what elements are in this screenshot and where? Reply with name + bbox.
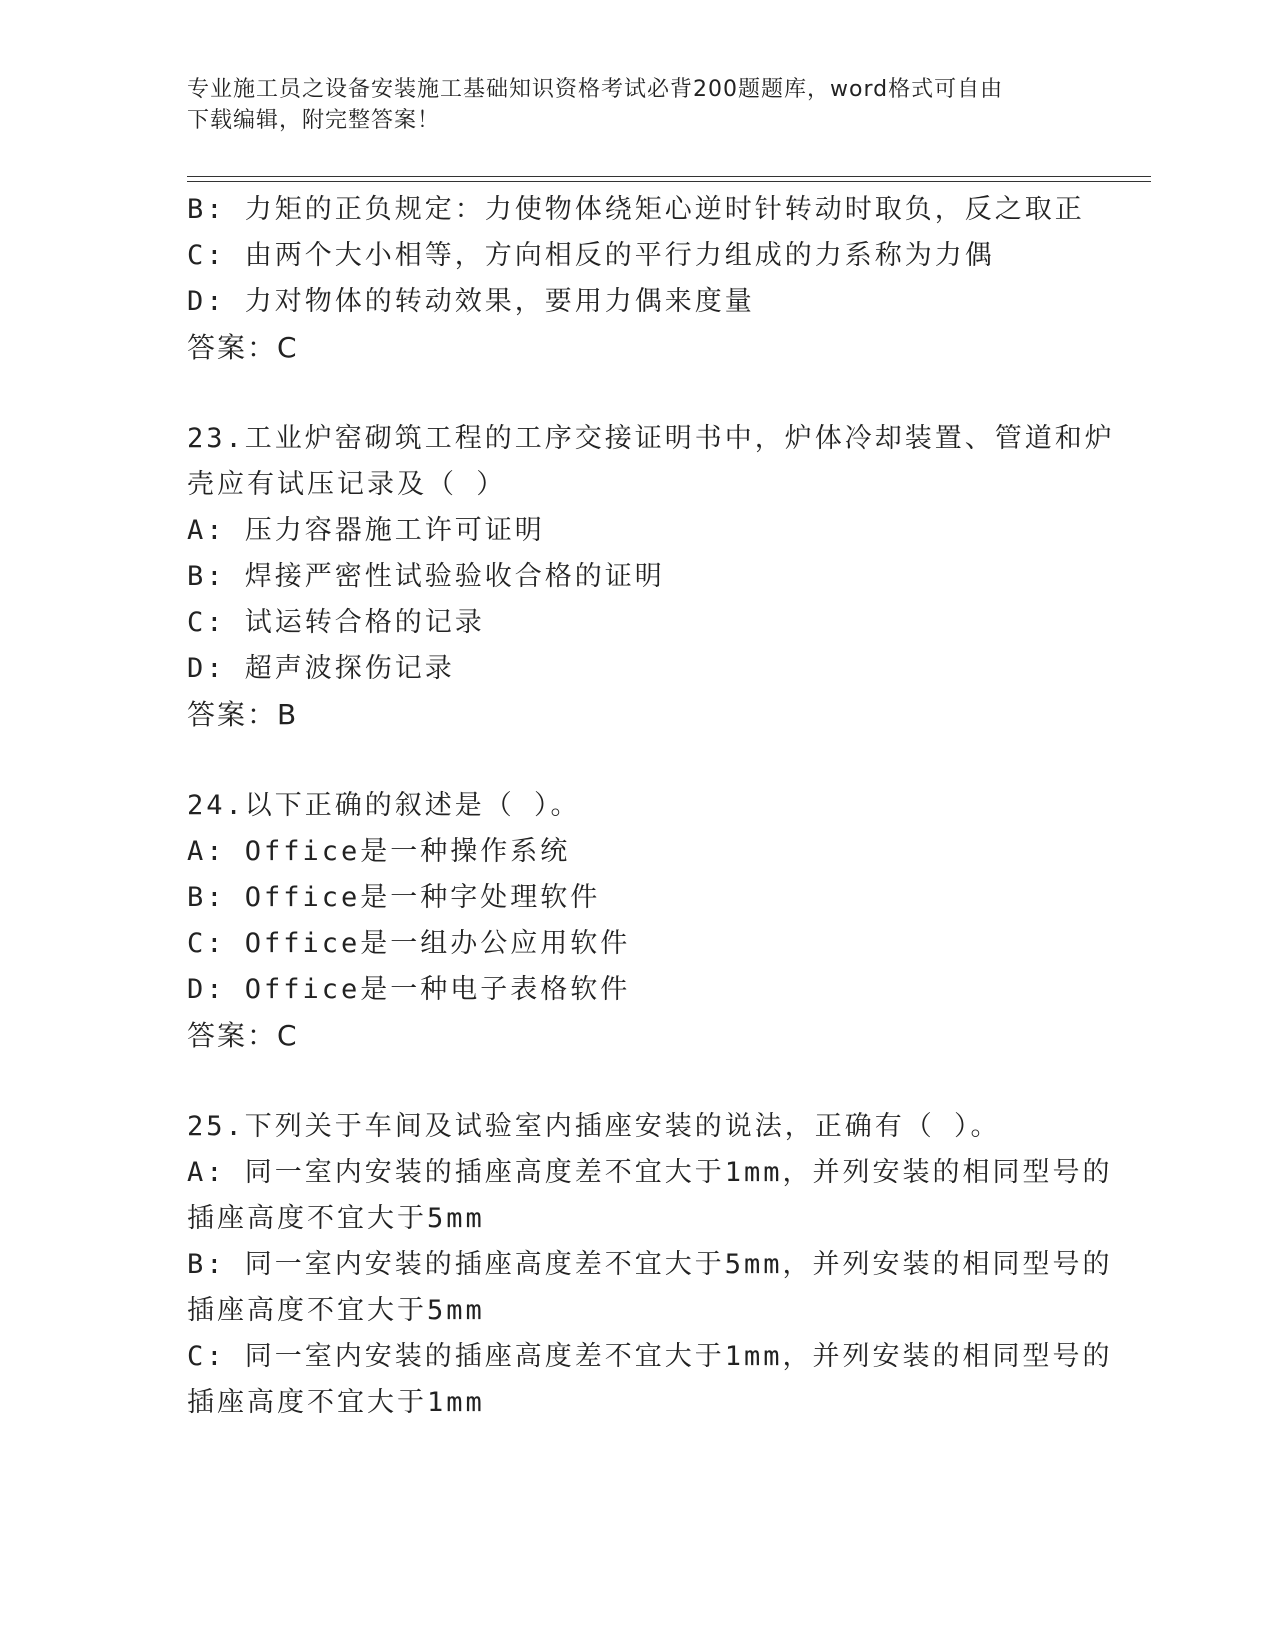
question-stem: 24.以下正确的叙述是（ ）。 (187, 790, 581, 821)
question-stem: 25.下列关于车间及试验室内插座安装的说法，正确有（ ）。 (187, 1111, 1001, 1142)
option-d: D: Office是一种电子表格软件 (187, 974, 631, 1005)
option-d: D: 超声波探伤记录 (187, 653, 455, 684)
header-line-2: 下载编辑，附完整答案！ (187, 108, 441, 133)
spacer (187, 1059, 1087, 1104)
header-divider-bottom (187, 181, 1151, 182)
header-line-1: 专业施工员之设备安装施工基础知识资格考试必背200题题库，word格式可自由 (187, 77, 1004, 102)
option-c-continued: 插座高度不宜大于1mm (187, 1387, 485, 1418)
document-header (187, 74, 1067, 136)
answer: 答案：C (187, 1019, 299, 1052)
option-c: C: 由两个大小相等，方向相反的平行力组成的力系称为力偶 (187, 240, 995, 271)
question-list (187, 187, 1115, 1426)
question-stem: 23.工业炉窑砌筑工程的工序交接证明书中，炉体冷却装置、管道和炉 (187, 423, 1115, 454)
option-a-continued: 插座高度不宜大于5mm (187, 1203, 485, 1234)
option-c: C: 试运转合格的记录 (187, 607, 485, 638)
option-d: D: 力对物体的转动效果，要用力偶来度量 (187, 286, 755, 317)
option-a: A: 压力容器施工许可证明 (187, 515, 545, 546)
answer: 答案：B (187, 698, 299, 731)
option-b: B: 力矩的正负规定：力使物体绕矩心逆时针转动时取负，反之取正 (187, 194, 1085, 225)
option-c: C: Office是一组办公应用软件 (187, 928, 631, 959)
question-23 (187, 416, 1115, 738)
spacer (187, 371, 1087, 416)
option-a: A: Office是一种操作系统 (187, 836, 571, 867)
option-b: B: Office是一种字处理软件 (187, 882, 601, 913)
option-b: B: 焊接严密性试验验收合格的证明 (187, 561, 665, 592)
option-c: C: 同一室内安装的插座高度差不宜大于1mm，并列安装的相同型号的 (187, 1341, 1113, 1372)
question-stem-continued: 壳应有试压记录及（ ） (187, 469, 507, 500)
option-b-continued: 插座高度不宜大于5mm (187, 1295, 485, 1326)
question-22 (187, 187, 1087, 371)
option-b: B: 同一室内安装的插座高度差不宜大于5mm，并列安装的相同型号的 (187, 1249, 1113, 1280)
header-divider-top (187, 176, 1151, 177)
spacer (187, 738, 1087, 783)
question-25 (187, 1104, 1113, 1426)
question-24 (187, 783, 1087, 1059)
option-a: A: 同一室内安装的插座高度差不宜大于1mm，并列安装的相同型号的 (187, 1157, 1113, 1188)
answer: 答案：C (187, 331, 299, 364)
